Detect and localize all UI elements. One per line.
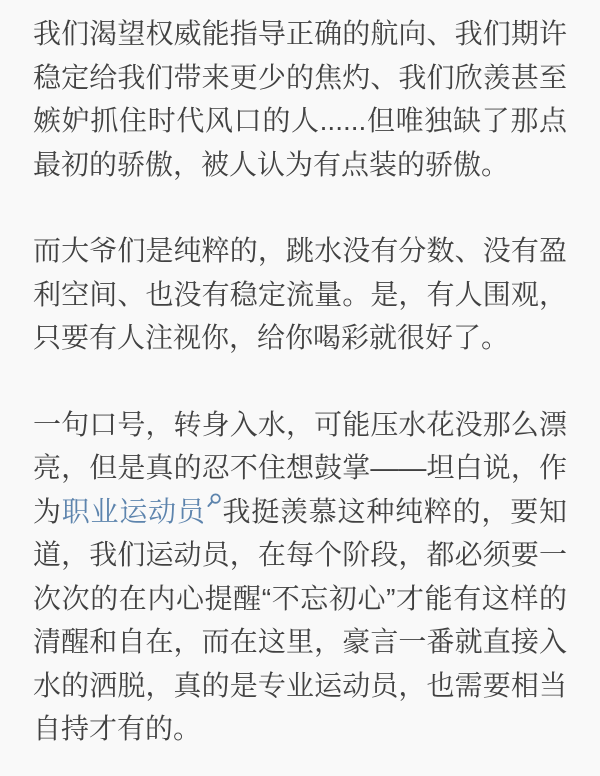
paragraph-1: 我们渴望权威能指导正确的航向、我们期许稳定给我们带来更少的焦灼、我们欣羡甚至嫉妒抓住时代风口的人......但唯独缺了那点最初的骄傲，被人认为有点装的骄傲。 — [33, 18, 567, 180]
paragraph-3 — [33, 403, 567, 751]
keyword-search-link-label: 职业运动员 — [61, 495, 206, 527]
paragraph-3-after-link: 我挺羡慕这种纯粹的，要知道，我们运动员，在每个阶段，都必须要一次次的在内心提醒“不忘初心”才能有这样的清醒和自在，而在这里，豪言一番就直接入水的洒脱，真的是专业运动员，也需要相当自持才有的。 — [33, 495, 567, 744]
paragraph-2: 而大爷们是纯粹的，跳水没有分数、没有盈利空间、也没有稳定流量。是，有人围观，只要有人注视你，给你喝彩就很好了。 — [33, 235, 567, 353]
paragraph-3-before-link: 一句口号，转身入水，可能压水花没那么漂亮，但是真的忍不住想鼓掌——坦白说，作为 — [33, 408, 567, 527]
search-icon[interactable] — [206, 493, 222, 509]
keyword-search-link[interactable] — [62, 496, 222, 527]
